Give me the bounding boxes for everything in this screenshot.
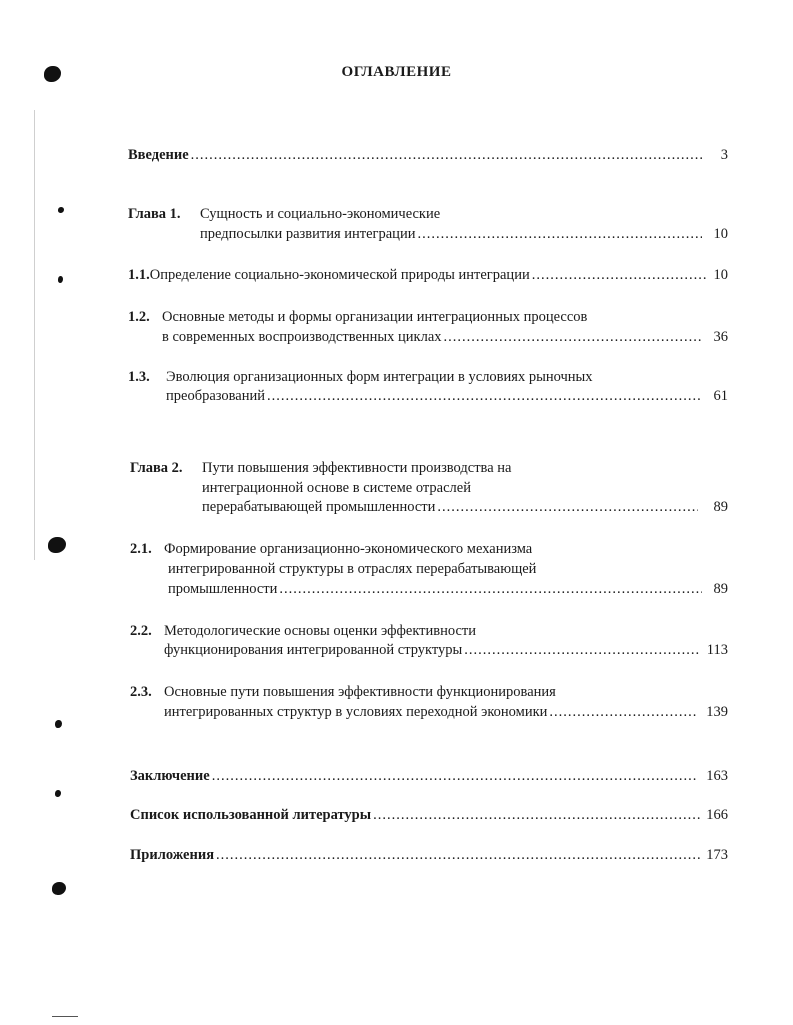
toc-leader: [212, 767, 699, 786]
toc-page: 61: [713, 388, 728, 404]
toc-2-2-line1: [130, 622, 476, 641]
toc-label: Заключение: [130, 768, 210, 784]
toc-page: 113: [706, 642, 728, 658]
toc-page: 166: [706, 807, 728, 823]
toc-section-number: 1.1.: [128, 267, 150, 283]
toc-1-2-line1: [128, 308, 587, 327]
toc-leader: [437, 498, 697, 517]
toc-entry-chapter2: [202, 498, 728, 517]
toc-section-title: Методологические основы оценки эффективности: [164, 623, 477, 639]
toc-1-3-line1: [128, 368, 593, 387]
toc-leader: [216, 846, 700, 865]
toc-label: предпосылки развития интеграции: [200, 226, 416, 242]
toc-page: 89: [713, 499, 728, 515]
scan-edge-line: [34, 110, 35, 560]
toc-leader: [532, 266, 706, 285]
toc-leader: [373, 806, 700, 825]
scan-blot: [55, 720, 62, 728]
toc-label: перерабатывающей промышленности: [202, 499, 436, 515]
scan-blot: [58, 276, 63, 283]
toc-entry-intro: [128, 146, 728, 165]
toc-section-title: Основные пути повышения эффективности функционирования: [164, 684, 556, 700]
toc-page: 10: [713, 226, 728, 242]
toc-entry-conclusion: [130, 767, 728, 786]
toc-2-1-line2: [168, 560, 536, 579]
toc-leader: [549, 703, 698, 722]
toc-chapter-title: Пути повышения эффективности производства на: [202, 460, 512, 476]
scan-edge-line: [52, 1016, 78, 1017]
toc-label: Приложения: [130, 847, 215, 863]
toc-chapter2-line2: [202, 479, 471, 498]
toc-leader: [279, 580, 701, 599]
toc-page: 36: [713, 329, 728, 345]
toc-chapter2-line1: [130, 459, 511, 478]
toc-entry-references: [130, 806, 728, 825]
toc-label: Введение: [128, 147, 189, 163]
toc-section-number: 2.1.: [130, 541, 152, 557]
toc-section-title: Основные методы и формы организации интеграционных процессов: [162, 309, 588, 325]
toc-entry-2-3: [164, 703, 728, 722]
toc-leader: [267, 387, 701, 406]
scan-blot: [55, 790, 61, 797]
toc-entry-appendix: [130, 846, 728, 865]
toc-page: 139: [706, 704, 728, 720]
toc-section-number: 2.2.: [130, 623, 152, 639]
scan-blot: [52, 882, 66, 895]
toc-chapter-number: Глава 1.: [128, 206, 181, 222]
toc-leader: [191, 146, 705, 165]
toc-page: 10: [713, 267, 728, 283]
toc-leader: [444, 328, 702, 347]
toc-2-1-line1: [130, 540, 532, 559]
toc-entry-1-1: [128, 266, 728, 285]
toc-page: 3: [720, 147, 728, 163]
toc-entry-1-3: [166, 387, 728, 406]
toc-entry-chapter1: [200, 225, 728, 244]
toc-chapter-title: интеграционной основе в системе отраслей: [202, 480, 471, 496]
toc-leader: [417, 225, 701, 244]
toc-label: Определение социально-экономической природы интеграции: [149, 267, 530, 283]
toc-section-number: 2.3.: [130, 684, 152, 700]
toc-chapter-title: Сущность и социально-экономические: [200, 206, 441, 222]
toc-label: интегрированных структур в условиях переходной экономики: [164, 704, 548, 720]
toc-entry-1-2: [162, 328, 728, 347]
toc-section-title: Формирование организационно-экономического механизма: [164, 541, 533, 557]
toc-page: 163: [706, 768, 728, 784]
toc-label: в современных воспроизводственных циклах: [162, 329, 442, 345]
toc-2-3-line1: [130, 683, 556, 702]
toc-chapter-number: Глава 2.: [130, 460, 183, 476]
toc-label: преобразований: [166, 388, 266, 404]
toc-label: Список использованной литературы: [130, 807, 372, 823]
toc-section-number: 1.3.: [128, 369, 150, 385]
toc-label: функционирования интегрированной структуры: [164, 642, 463, 658]
toc-page: 89: [713, 581, 728, 597]
page-title: ОГЛАВЛЕНИЕ: [341, 64, 452, 80]
toc-section-title: интегрированной структуры в отраслях перерабатывающей: [168, 561, 537, 577]
toc-section-title: Эволюция организационных форм интеграции в условиях рыночных: [166, 369, 593, 385]
toc-entry-2-1: [168, 580, 728, 599]
toc-entry-2-2: [164, 641, 728, 660]
toc-leader: [464, 641, 701, 660]
toc-label: промышленности: [168, 581, 278, 597]
scan-blot: [48, 537, 66, 553]
toc-chapter1-line1: [128, 205, 440, 224]
toc-page: 173: [706, 847, 728, 863]
scan-blot: [58, 207, 64, 213]
toc-section-number: 1.2.: [128, 309, 150, 325]
